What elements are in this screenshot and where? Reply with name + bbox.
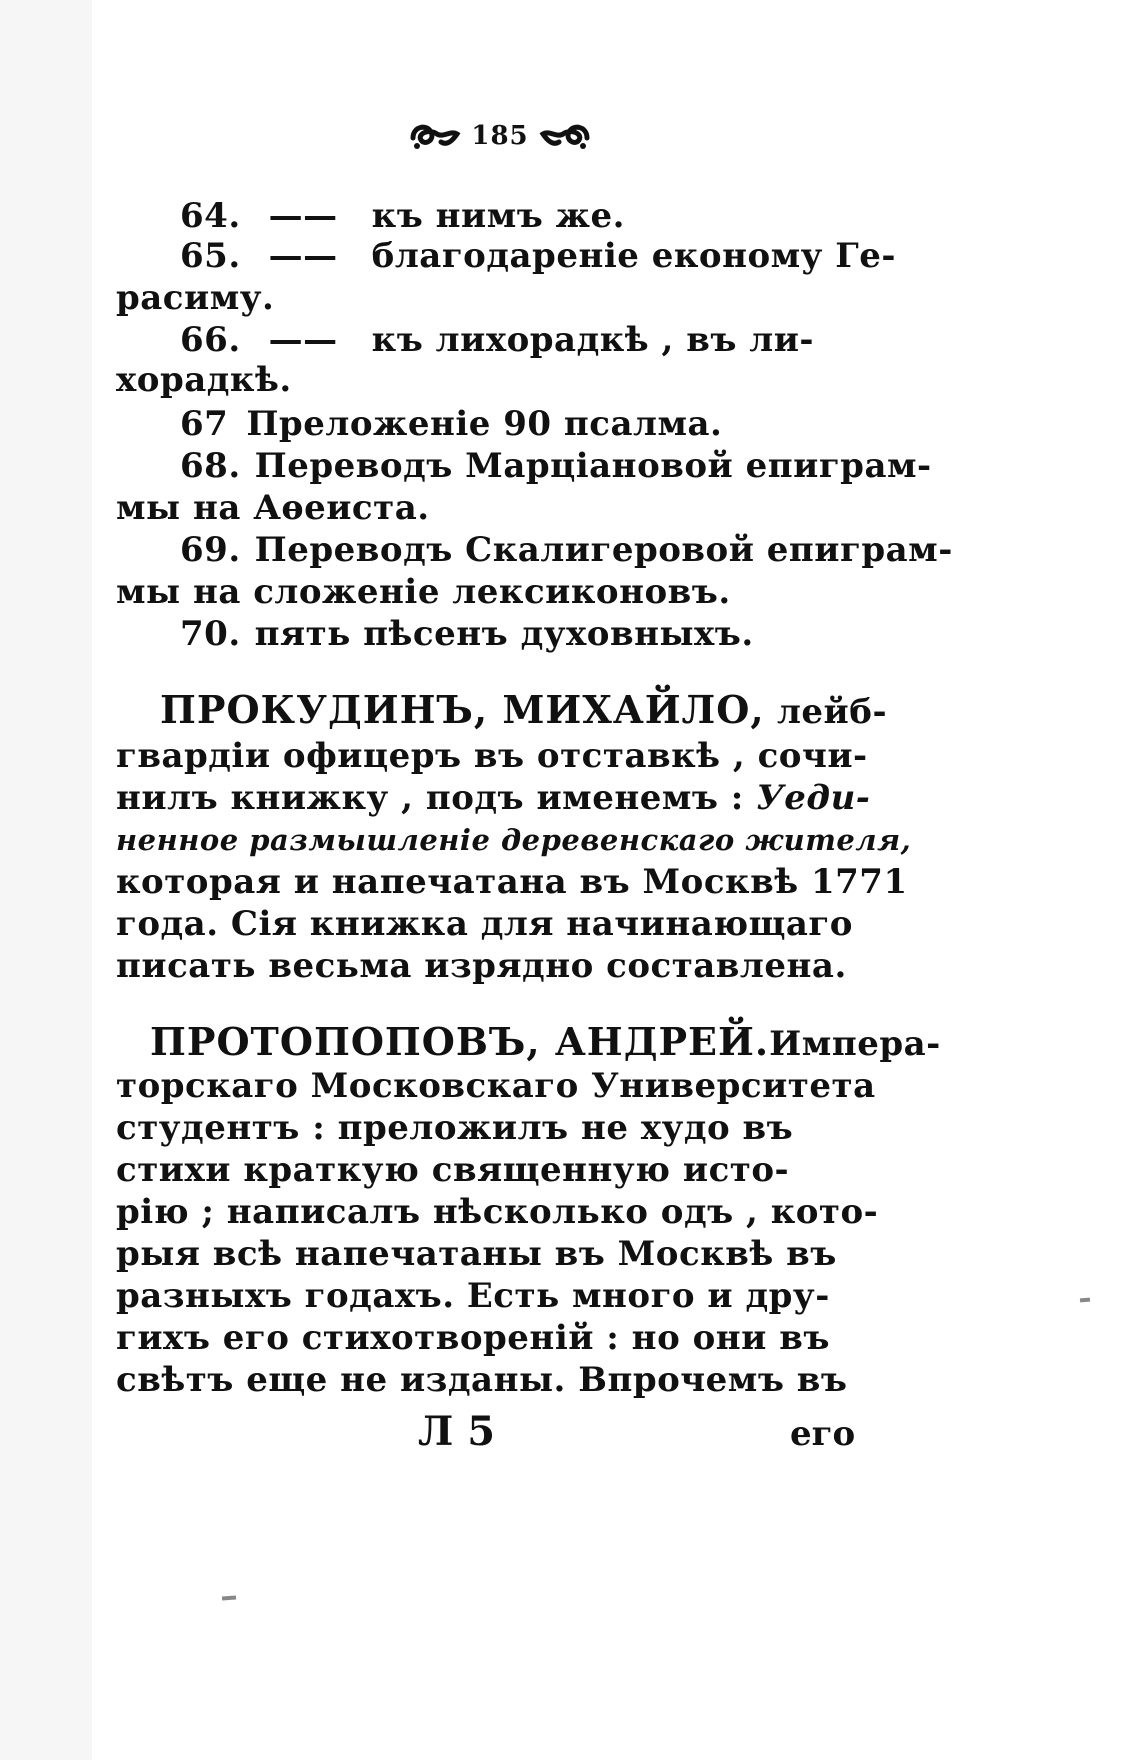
signature-mark: Л 5 <box>418 1408 496 1455</box>
right-ornament-icon <box>537 116 593 156</box>
page-header <box>370 112 630 160</box>
item-text: къ нимъ же. <box>371 196 625 236</box>
item-number: 65. <box>180 236 241 276</box>
item-dash: —— <box>268 236 338 276</box>
entry-text-line: разныхъ годахъ. Есть много и дру- <box>116 1276 830 1316</box>
entry-heading-line <box>150 1019 941 1064</box>
entry-name: ПРОТОПОПОВЪ, АНДРЕЙ. <box>150 1019 770 1064</box>
entry-name: ПРОКУДИНЪ, МИХАЙЛО, <box>160 687 765 732</box>
entry-text: нилъ книжку , подъ именемъ : <box>116 778 744 818</box>
entry-text-line: рію ; написалъ нѣсколько одъ , кото- <box>116 1192 879 1232</box>
item-text: пять пѣсенъ духовныхъ. <box>254 614 754 654</box>
item-text: благодареніе економу Ге- <box>371 236 896 276</box>
item-continuation: расиму. <box>116 278 275 318</box>
item-text: Преложеніе 90 псалма. <box>246 404 723 444</box>
scan-speck <box>1080 1298 1090 1303</box>
entry-text-line: свѣтъ еще не изданы. Впрочемъ въ <box>116 1360 848 1400</box>
item-number: 67 <box>180 404 229 444</box>
list-item <box>180 320 814 360</box>
entry-text-line <box>116 778 870 818</box>
entry-text-line: студентъ : преложилъ не худо въ <box>116 1108 794 1148</box>
book-title-italic: ненное размышленіе деревенскаго жителя, <box>116 823 912 857</box>
item-continuation: мы на Аѳеиста. <box>116 488 430 528</box>
entry-text-line: гихъ его стихотвореній : но они въ <box>116 1318 830 1358</box>
item-number: 70. <box>180 614 241 654</box>
list-item <box>180 446 932 486</box>
item-number: 66. <box>180 320 241 360</box>
item-continuation: мы на сложеніе лексиконовъ. <box>116 572 731 612</box>
left-ornament-icon <box>407 116 463 156</box>
item-number: 69. <box>180 530 241 570</box>
list-item <box>180 196 625 236</box>
entry-text-line: рыя всѣ напечатаны въ Москвѣ въ <box>116 1234 837 1274</box>
catchword: его <box>790 1414 856 1454</box>
entry-text: Импера- <box>769 1024 941 1064</box>
entry-text-line: стихи краткую священную исто- <box>116 1150 790 1190</box>
entry-text-line: гвардіи офицеръ въ отставкѣ , сочи- <box>116 736 868 776</box>
item-text: къ лихорадкѣ , въ ли- <box>371 320 815 360</box>
item-dash: —— <box>268 320 338 360</box>
item-number: 64. <box>180 196 241 236</box>
entry-text-line: года. Сія книжка для начинающаго <box>116 904 853 944</box>
item-continuation: хорадкѣ. <box>116 360 292 400</box>
page-gutter <box>0 0 92 1760</box>
entry-text: лейб- <box>776 692 888 732</box>
list-item <box>180 530 953 570</box>
item-number: 68. <box>180 446 241 486</box>
book-title-italic: Уеди- <box>756 778 871 818</box>
list-item <box>180 614 754 654</box>
entry-text-line: которая и напечатана въ Москвѣ 1771 <box>116 862 908 902</box>
item-text: Переводъ Марціановой епиграм- <box>254 446 932 486</box>
item-text: Переводъ Скалигеровой епиграм- <box>254 530 953 570</box>
entry-text-line: торскаго Московскаго Университета <box>116 1066 876 1106</box>
item-dash: —— <box>268 196 338 236</box>
scan-speck <box>222 1596 236 1601</box>
list-item <box>180 404 722 444</box>
page-number: 185 <box>471 121 529 151</box>
entry-heading-line <box>160 687 888 732</box>
list-item <box>180 236 896 276</box>
entry-text-line: писать весьма изрядно составлена. <box>116 946 847 986</box>
